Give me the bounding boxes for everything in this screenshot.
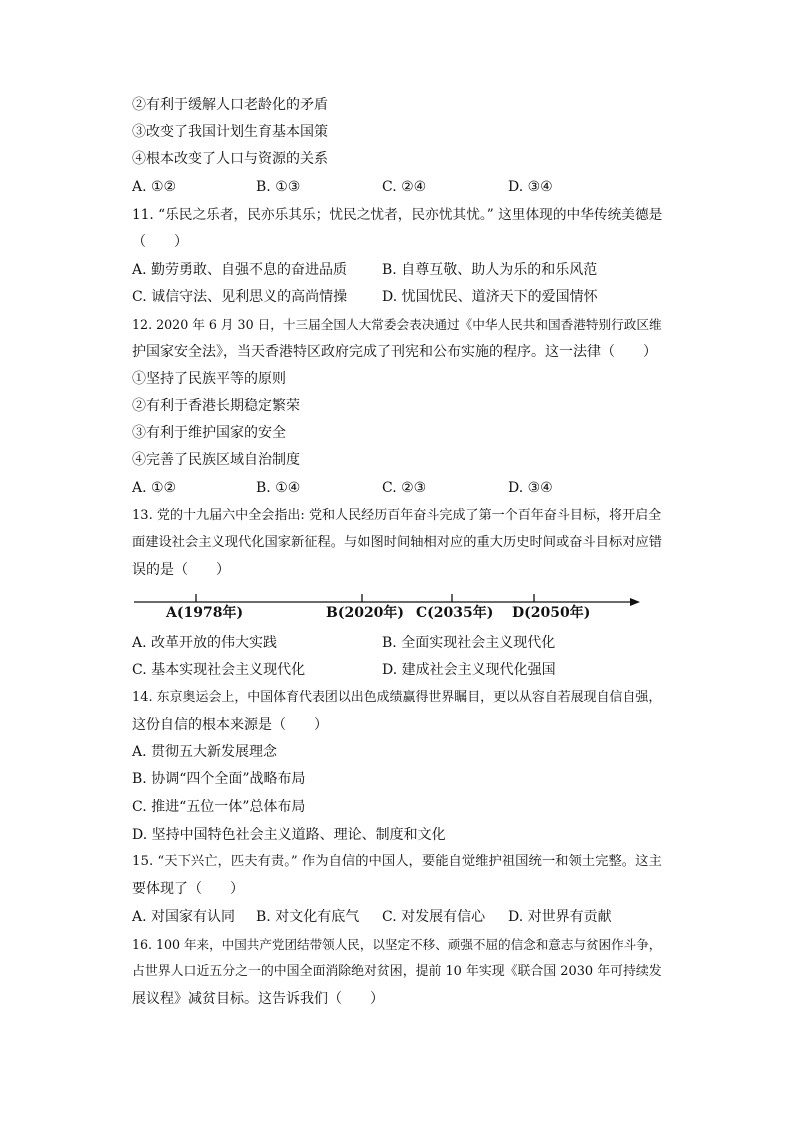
q11-option-a: A. 勤劳勇敢、自强不息的奋进品质	[132, 262, 348, 278]
q10-statement-2: ②有利于缓解人口老龄化的矛盾	[132, 97, 328, 113]
q12-statement-3: ③有利于维护国家的安全	[132, 425, 286, 441]
q14-stem-line-2: 这份自信的根本来源是（ ）	[132, 717, 328, 733]
q14-option-c: C. 推进“五位一体”总体布局	[132, 799, 306, 815]
q11-stem-line-1: 11. “乐民之乐者，民亦乐其乐；忧民之忧者，民亦忧其忧。” 这里体现的中华传统美德是	[132, 207, 663, 223]
q16-stem-line-2: 占世界人口近五分之一的中国全面消除绝对贫困，提前 10 年实现《联合国 2030 年可持续发	[132, 964, 662, 979]
q15-stem-line-2: 要体现了（ ）	[132, 881, 244, 897]
q13-option-b: B. 全面实现社会主义现代化	[382, 635, 556, 651]
q14-option-d: D. 坚持中国特色社会主义道路、理论、制度和文化	[132, 827, 446, 843]
q12-stem-line-2: 护国家安全法》，当天香港特区政府完成了刊宪和公布实施的程序。这一法律（ ）	[132, 344, 657, 360]
q15-stem-line-1: 15. “天下兴亡，匹夫有责。” 作为自信的中国人，要能自觉维护祖国统一和领土完整。这主	[132, 854, 662, 869]
q12-option-b: B. ①④	[256, 480, 301, 496]
timeline-label-a: A(1978年)	[166, 605, 244, 621]
q12-statement-2: ②有利于香港长期稳定繁荣	[132, 398, 300, 414]
q12-statement-1: ①坚持了民族平等的原则	[132, 371, 286, 387]
q11-option-c: C. 诚信守法、见利思义的高尚情操	[132, 289, 348, 305]
timeline-label-b: B(2020年)	[326, 605, 405, 621]
q15-option-b: B. 对文化有底气	[256, 909, 360, 925]
q12-statement-4: ④完善了民族区域自治制度	[132, 452, 300, 468]
q10-option-d: D. ③④	[508, 179, 553, 195]
q10-statement-4: ④根本改变了人口与资源的关系	[132, 151, 328, 167]
timeline-arrowhead	[630, 598, 640, 606]
q13-option-a: A. 改革开放的伟大实践	[132, 635, 278, 651]
q11-option-b: B. 自尊互敬、助人为乐的和乐风范	[382, 262, 598, 278]
q10-statement-3: ③改变了我国计划生育基本国策	[132, 124, 328, 140]
q10-option-b: B. ①③	[256, 179, 301, 195]
q13-option-d: D. 建成社会主义现代化强国	[382, 662, 556, 678]
q13-stem-line-2: 面建设社会主义现代化国家新征程。与如图时间轴相对应的重大历史时间或奋斗目标对应错	[132, 535, 663, 550]
q12-stem-line-1: 12. 2020 年 6 月 30 日，十三届全国人大常委会表决通过《中华人民共和国香港特别行政区维	[132, 317, 662, 332]
q16-stem-line-3: 展议程》减贫目标。这告诉我们（ ）	[132, 991, 384, 1007]
q15-option-c: C. 对发展有信心	[382, 909, 486, 925]
q15-option-a: A. 对国家有认同	[132, 909, 236, 925]
q14-option-a: A. 贯彻五大新发展理念	[132, 744, 278, 760]
q12-option-c: C. ②③	[382, 480, 427, 496]
q10-option-c: C. ②④	[382, 179, 427, 195]
q11-stem-line-2: （ ）	[132, 234, 188, 250]
q14-stem-line-1: 14. 东京奥运会上，中国体育代表团以出色成绩赢得世界瞩目，更以从容自若展现自信自强，	[132, 690, 662, 705]
timeline-label-d: D(2050年)	[512, 605, 591, 621]
q10-option-a: A. ①②	[132, 179, 177, 195]
q13-stem-line-3: 误的是（ ）	[132, 562, 230, 578]
q13-option-c: C. 基本实现社会主义现代化	[132, 662, 306, 678]
q11-option-d: D. 忧国忧民、道济天下的爱国情怀	[382, 289, 598, 305]
q16-stem-line-1: 16. 100 年来，中国共产党团结带领人民，以坚定不移、顽强不屈的信念和意志与贫困作斗争，	[132, 937, 662, 952]
q12-option-d: D. ③④	[508, 480, 553, 496]
timeline-figure	[132, 590, 642, 630]
q15-option-d: D. 对世界有贡献	[508, 909, 612, 925]
timeline-label-c: C(2035年)	[416, 605, 494, 621]
q14-option-b: B. 协调“四个全面”战略布局	[132, 771, 306, 787]
q12-option-a: A. ①②	[132, 480, 177, 496]
q13-stem-line-1: 13. 党的十九届六中全会指出: 党和人民经历百年奋斗完成了第一个百年奋斗目标，将开启全	[132, 508, 662, 523]
